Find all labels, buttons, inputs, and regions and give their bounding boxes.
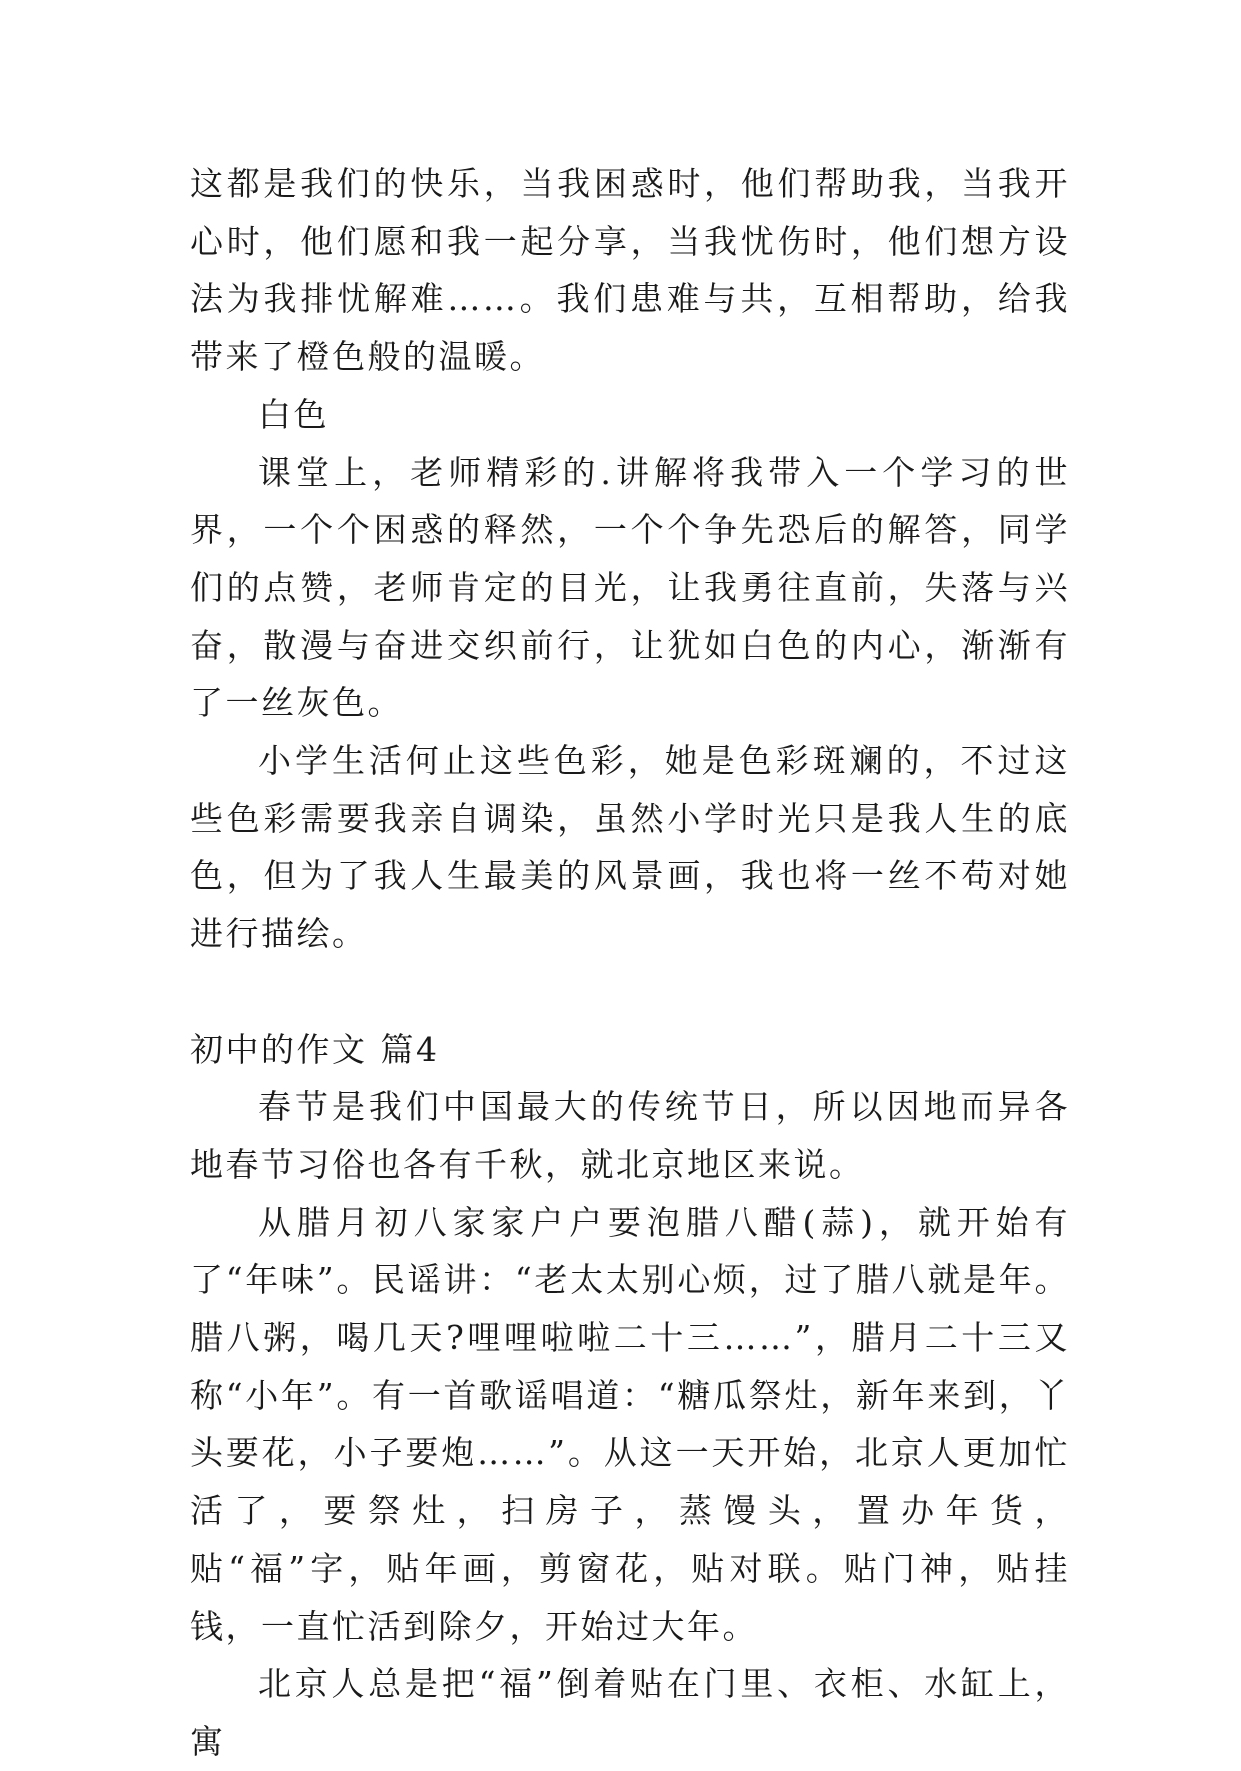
paragraph-classroom: 课堂上，老师精彩的.讲解将我带入一个学习的世界，一个个困惑的释然，一个个争先恐后的解答，同学们的点赞，老师肯定的目光，让我勇往直前，失落与兴奋，散漫与奋进交织前行，让犹如白色的内心，渐渐有了一丝灰色。 bbox=[190, 452, 1070, 723]
paragraph-orange-warmth: 这都是我们的快乐，当我困惑时，他们帮助我，当我开心时，他们愿和我一起分享，当我忧伤时，他们想方设法为我排忧解难……。我们患难与共，互相帮助，给我带来了橙色般的温暖。 bbox=[190, 164, 1070, 377]
section-heading: 初中的作文 篇4 bbox=[190, 1029, 440, 1069]
document-body bbox=[190, 155, 1070, 1771]
subheading-white: 白色 bbox=[258, 394, 329, 434]
paragraph-primary-life: 小学生活何止这些色彩，她是色彩斑斓的，不过这些色彩需要我亲自调染，虽然小学时光只是我人生的底色，但为了我人生最美的风景画，我也将一丝不苟对她进行描绘。 bbox=[190, 741, 1070, 954]
paragraph-spring-festival: 春节是我们中国最大的传统节日，所以因地而异各地春节习俗也各有千秋，就北京地区来说。 bbox=[190, 1087, 1070, 1184]
paragraph-fu-character: 北京人总是把“福”倒着贴在门里、衣柜、水缸上，寓 bbox=[190, 1664, 1070, 1761]
paragraph-laba: 从腊月初八家家户户要泡腊八醋(蒜)，就开始有了“年味”。民谣讲：“老太太别心烦，过了腊八就是年。腊八粥，喝几天?哩哩啦啦二十三……”，腊月二十三又称“小年”。有一首歌谣唱道：“糖瓜祭灶，新年来到，丫头要花，小子要炮……”。从这一天开始，北京人更加忙活了，要祭灶，扫房子，蒸馒头，置办年货，贴“福”字，贴年画，剪窗花，贴对联。贴门神，贴挂钱，一直忙活到除夕，开始过大年。 bbox=[190, 1202, 1070, 1646]
